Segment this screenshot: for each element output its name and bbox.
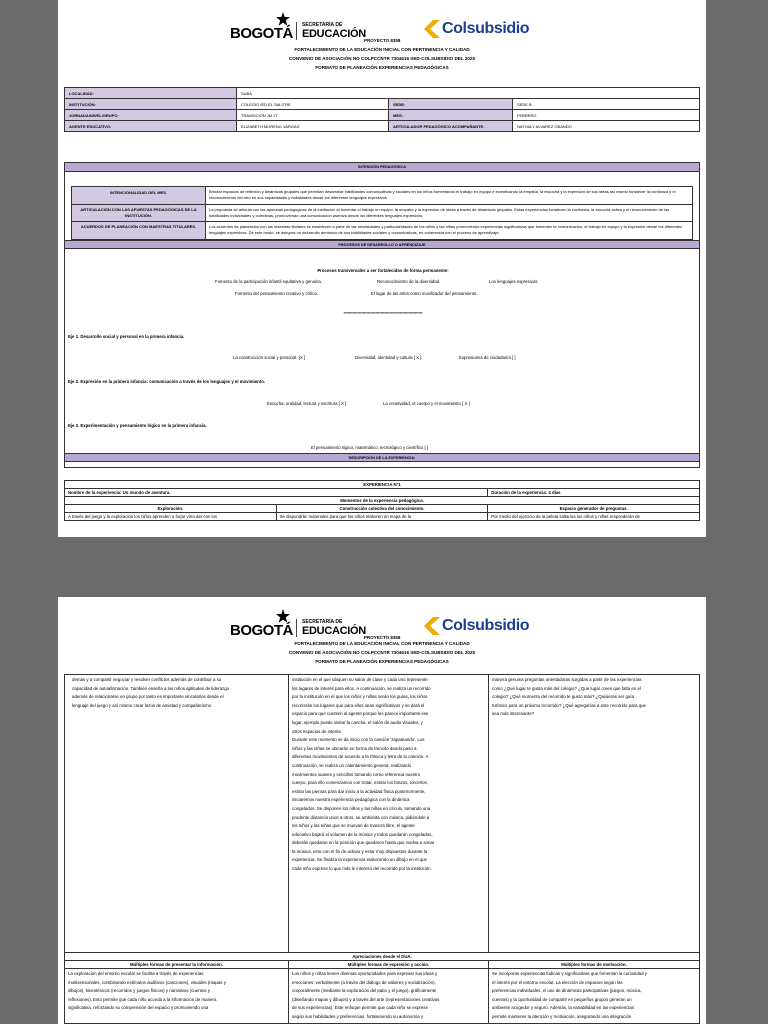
text-line: de sus experiencias). Este enfoque permite que cada niño se exprese xyxy=(292,1005,428,1011)
dua-title: Apreciaciones desde el DUA. xyxy=(65,953,700,961)
text-line: como ¿Qué lugar te gusta más del colegio? ¿Qué lugar crees que falta en el xyxy=(492,685,641,691)
text-line: (diseñando mapas y dibujos) y a través del arte (representaciones creativas xyxy=(292,996,440,1002)
text-line: reflexiones). Esto permite que cada niño acceda a la información de manera xyxy=(68,996,217,1002)
document-titles: FORTALECIMIENTO DE LA EDUCACIÓN INICIAL CON PERTINENCIA Y CALIDAD CONVENIO DE ASOCIACIÓN NO COLPCCNTR 7304616 SED-COLSUBSIDIO DEL 2025 FORMATO DE PLANEACIÓN EXPERIENCIAS PEDAGÓGICAS xyxy=(288,641,476,664)
document-page-2 xyxy=(58,597,706,1024)
dua-head-2: Múltiples formas de expresión y acción. xyxy=(289,961,489,969)
dua-head-3: Múltiples formas de motivación. xyxy=(489,961,700,969)
intencion-table xyxy=(71,186,693,240)
proceso-item: Fomento de la participación infantil equitativa y genuina. xyxy=(215,279,323,284)
proceso-item: Reconocimiento de la diversidad. xyxy=(377,279,441,284)
text-line: continuación, se realiza un calentamiento general, realizando xyxy=(292,762,412,768)
text-line: deberán quedarse en la posición que quedaron hasta que vuelva a sonar xyxy=(292,840,435,846)
eje-option: Escucha, oralidad, lectura y escritura [ X ] xyxy=(267,401,347,406)
text-line: lenguaje del juego y así mismo crear lazos de amistad y compañerismo. xyxy=(72,702,213,708)
experiencia-table xyxy=(64,480,700,521)
intencion-row: ACUERDOS DE PLANEACIÓN CON MAESTRAS TITULARES. Los acuerdos de planeación con las maestras titulares se establecen a partir de las necesidades y particularidades de los niños y las niñas promoviendo experiencias significativas que fomenten la comunicación, el trabajo en equipo y la expresión desde los diferentes lenguajes expresivos. De este modo, se asegura un desarrollo armónico de sus habilidades sociales y comunicativas, en coherencia con el proceso de aprendizaje. xyxy=(72,221,692,239)
descripcion-block xyxy=(64,453,700,468)
text-line: niños y las niñas se ubicarán en forma de trencito dando paso a xyxy=(292,745,417,751)
text-line: sea más interesante? xyxy=(492,711,534,717)
colsubsidio-mark-icon xyxy=(424,20,440,38)
star-icon xyxy=(276,609,290,623)
text-line: capacidad de autoafirmación. También enseña a los niños aptitudes de liderazgo xyxy=(72,685,230,691)
text-line: la música, esto con el fin de activar y estar muy dispuestos durante la xyxy=(292,848,428,854)
proceso-item: Los lenguajes expresivos. xyxy=(489,279,539,284)
intencion-row: INTENCIONALIDAD DEL MES. Brindar espacios de reflexión y dinámicas grupales que permitan desarrollar habilidades comunicativas y sociales en los niños fomentando el trabajo en equipo e incentivando la empatía, la escucha y la expresión de sus ideas así mismo fortalecer la confianza y el reconocimiento del otro en sus capacidades y habilidades desde los diferentes lenguajes expresivos. xyxy=(72,186,692,204)
text-line: significativa, reforzando su comprensión del espacio y promoviendo una xyxy=(68,1005,209,1011)
text-line: multisensoriales, combinando estímulos auditivos (canciones), visuales (mapas y xyxy=(68,979,226,985)
text-line: institución en el que ubiquen su salón de clase y cada uno represente xyxy=(292,677,428,682)
text-line: permite mantener la atención y motivación, asegurando una integración xyxy=(492,1013,632,1019)
proceso-item: Fomento del pensamiento creativo y crítico. xyxy=(235,291,319,296)
col-preguntas-text: Por medio del ejercicio de la pelota saltarina los niños y niñas responderán de xyxy=(488,513,700,521)
text-line: lugar, ejemplo puede visitar la cancha, el salón de audio visuales, y xyxy=(292,719,423,725)
col-exploracion-head: Exploración. xyxy=(65,505,277,513)
text-line: Los niños y niñas tienen diversas oportunidades para expresar sus ideas y xyxy=(292,971,438,976)
colsubsidio-logo: Colsubsidio xyxy=(424,617,529,635)
eje-2-title: Eje 2. Expresión en la primera infancia: comunicación a través de los lenguajes y el movimiento. xyxy=(68,379,266,384)
proceso-item: El lugar de las artes como movilizador del pensamiento. xyxy=(371,291,478,296)
bogota-logo: BOGOTÁ xyxy=(230,622,293,639)
text-line: los niños y las niñas que se muevan de manera libre, el agente xyxy=(292,823,415,829)
text-line: ambiente acogedor y seguro. Además, la variabilidad en las experiencias xyxy=(492,1005,635,1011)
text-line: cuentos) y la oportunidad de compartir en pequeños grupos generan un xyxy=(492,996,632,1002)
text-line: estirar las piernas para dar inicio a la actividad física posteriormente, xyxy=(292,788,426,794)
text-line: cuerpo, para ello comenzamos con trotar, estirar los brazos, torcerlos, xyxy=(292,780,428,786)
colsubsidio-logo: Colsubsidio xyxy=(424,20,529,38)
procesos-title: Procesos transversales a ser fortalecidos de forma permanente: xyxy=(317,268,449,273)
star-icon xyxy=(276,12,290,26)
info-table: LOCALIDAD: SUBA INSTITUCIÓN: COLEGIO IED EL SALITRE SEDE: SEDE B JORNADA/NIVEL/GRUPO: TRANSICIÓN JM JT MES: FEBRERO AGENTE EDUCATIVO: ELIZABETH MORENO VARGAS ARTICULADOR PEDAGÓGICO ACOMPAÑANTE: NATHALY ALVAREZ OBANDO xyxy=(64,87,700,132)
col-preguntas-continuation xyxy=(492,676,694,719)
text-line: además de relacionarse en grupo por tanto es importante vincularlos desde el xyxy=(72,694,224,700)
text-line: dibujos), kinestésicos (recorridos y juegos físicos) y narrativos (cuentos y xyxy=(68,988,211,994)
text-line: recorrerán los lugares que para ellos sean significativos y se dará el xyxy=(292,702,425,708)
document-titles: FORTALECIMIENTO DE LA EDUCACIÓN INICIAL CON PERTINENCIA Y CALIDAD CONVENIO DE ASOCIACIÓN NO COLPCCNTR 7304616 SED-COLSUBSIDIO DEL 2025 FORMATO DE PLANEACIÓN EXPERIENCIAS PEDAGÓGICAS xyxy=(288,47,476,70)
divider xyxy=(288,674,289,952)
text-line: emociones: verbalmente (a través del diálogo de saberes y socialización), xyxy=(292,979,436,985)
bogota-logo: BOGOTÁ xyxy=(230,25,293,42)
text-line: congelados. Se disponen los niños y las niñas en círculo, tomando una xyxy=(292,805,431,811)
experiencia-title: EXPERIENCIA N°1 xyxy=(65,481,700,489)
text-line: preferencias individuales, el uso de dinámicas participativas (juegos, música, xyxy=(492,988,642,994)
text-line: colegio? ¿Qué momento del recorrido te gusto más? ¿Quisieras ser guía xyxy=(492,694,635,700)
intencion-band: INTENCIÓN PEDAGÓGICA xyxy=(65,163,699,172)
momentos-title: Momentos de la experiencia pedagógica. xyxy=(65,497,700,505)
separator: ************************************************************** xyxy=(343,311,423,316)
pedagogical-block xyxy=(64,162,700,468)
text-line: según sus habilidades y preferencias, fortaleciendo su autonomía y xyxy=(292,1013,424,1019)
secretaria-logo: SECRETARÍA DE EDUCACIÓN xyxy=(296,22,356,40)
text-line: experiencia. Se finaliza la experiencia elaborando un dibujo en el que xyxy=(292,857,427,863)
col-construccion-continuation xyxy=(292,676,484,874)
text-line: los lugares de interés para ellos. A continuación, se realiza un recorrido xyxy=(292,685,431,691)
experiencia-nombre: Nombre de la experiencia: Un mundo de aventura. xyxy=(65,489,488,497)
text-line: diferentes movimientos de acuerdo a la rítmica y letra de la canción. A xyxy=(292,754,429,760)
divider xyxy=(488,674,489,952)
descripcion-band: DESCRIPCIÓN DE LA EXPERIENCIA: xyxy=(65,453,699,462)
col-construccion-head: Construcción colectiva del conocimiento. xyxy=(276,505,488,513)
eje-option: Diversidad, identidad y cultura [ X ] xyxy=(355,355,422,360)
dua-head-1: Múltiples formas de presentar la información. xyxy=(65,961,289,969)
text-line: el interés por el entorno escolar. La elección de espacios según las xyxy=(492,979,623,985)
text-line: cada niño exprese lo que más le interesó del recorrido por la institución. xyxy=(292,866,432,872)
intencion-row: ARTICULACIÓN CON LAS APUESTAS PEDAGÓGICAS DE LA INSTITUCIÓN. La propuesta se articula con las apuestas pedagógicas de la institución al fomentar el trabajo en equipo, la empatía y la expresión de ideas a través de dinámicas grupales. Estas experiencias fortalecen la confianza, la escucha activa y el reconocimiento de las habilidades individuales y colectivas, promoviendo una comunicación asertiva desde los diferentes lenguajes expresivos. xyxy=(72,204,692,222)
eje-1-title: Eje 1. Desarrollo social y personal en la primera infancia. xyxy=(68,334,185,339)
text-line: Durante este momento se da inicio con la canción 'zapateando'. Los xyxy=(292,737,425,743)
text-line: manera genuina preguntas orientadoras surgidas a partir de las experiencias xyxy=(492,677,642,682)
procesos-band: PROCESOS DE DESARROLLO O APRENDIZAJE xyxy=(65,240,699,249)
col-construccion-text: Se dispondrán materiales para que los niños elaboren un mapa de la xyxy=(276,513,488,521)
text-line: La exploración del entorno escolar se facilita a través de experiencias xyxy=(68,971,204,976)
dua-col-2 xyxy=(292,970,485,1022)
colsubsidio-mark-icon xyxy=(424,617,440,635)
text-line: prudente distancia unos a otros, se ambienta con música, pidiéndole a xyxy=(292,814,430,820)
col-exploracion-text: A través del juego y la exploración los niños aprenden a forjar vínculos con los xyxy=(65,513,277,521)
text-line: turístico para un próximo recorrido? ¿Qué agregarías a este recorrido para que xyxy=(492,702,646,708)
dua-col-3 xyxy=(492,970,696,1022)
eje-3-title: Eje 3. Experimentación y pensamiento lógico en la primera infancia. xyxy=(68,423,207,428)
text-line: educativo bajará el volumen de la música y todos quedaran congelados, xyxy=(292,831,433,837)
col-exploracion-continuation xyxy=(72,676,284,710)
text-line: iniciaremos nuestra experiencia pedagógica con la dinámica xyxy=(292,797,410,803)
text-line: demás y a compartir negociar y resolver conflictos además de contribuir a su xyxy=(72,677,222,682)
text-line: espacio para que cuenten al agente porque les parece importante ese xyxy=(292,711,429,717)
text-line: por la institución en el que los niños y niñas serán los guías, los niños xyxy=(292,694,428,700)
eje-option: El pensamiento lógico, matemático, tecnológico y científico [ ] xyxy=(311,445,429,450)
dua-table xyxy=(64,952,700,1024)
experiencia-duracion: Duración de la experiencia: 4 días xyxy=(488,489,700,497)
project-label: PROYECTO 8358 xyxy=(364,635,401,640)
text-line: corporalmente (mediante la exploración del patio y el juego), gráficamente xyxy=(292,988,437,994)
text-line: movimientos suaves y sencillos tomando como referencia nuestro xyxy=(292,771,421,777)
secretaria-logo: SECRETARÍA DE EDUCACIÓN xyxy=(296,619,356,637)
col-preguntas-head: Espacio generador de preguntas. xyxy=(488,505,700,513)
eje-option: La creatividad, el cuerpo y el movimiento [ X ] xyxy=(383,401,470,406)
dua-col-1 xyxy=(68,970,285,1013)
eje-option: Expresiones de ciudadanía [ ] xyxy=(459,355,516,360)
text-line: Se incorporan experiencias lúdicas y significativas que fomentan la curiosidad y xyxy=(492,971,647,976)
eje-option: La construcción social y personal. [X ] xyxy=(233,355,306,360)
project-label: PROYECTO 8358 xyxy=(364,38,401,43)
document-page-1 xyxy=(58,0,706,537)
text-line: otros espacios de interés. xyxy=(292,728,343,734)
